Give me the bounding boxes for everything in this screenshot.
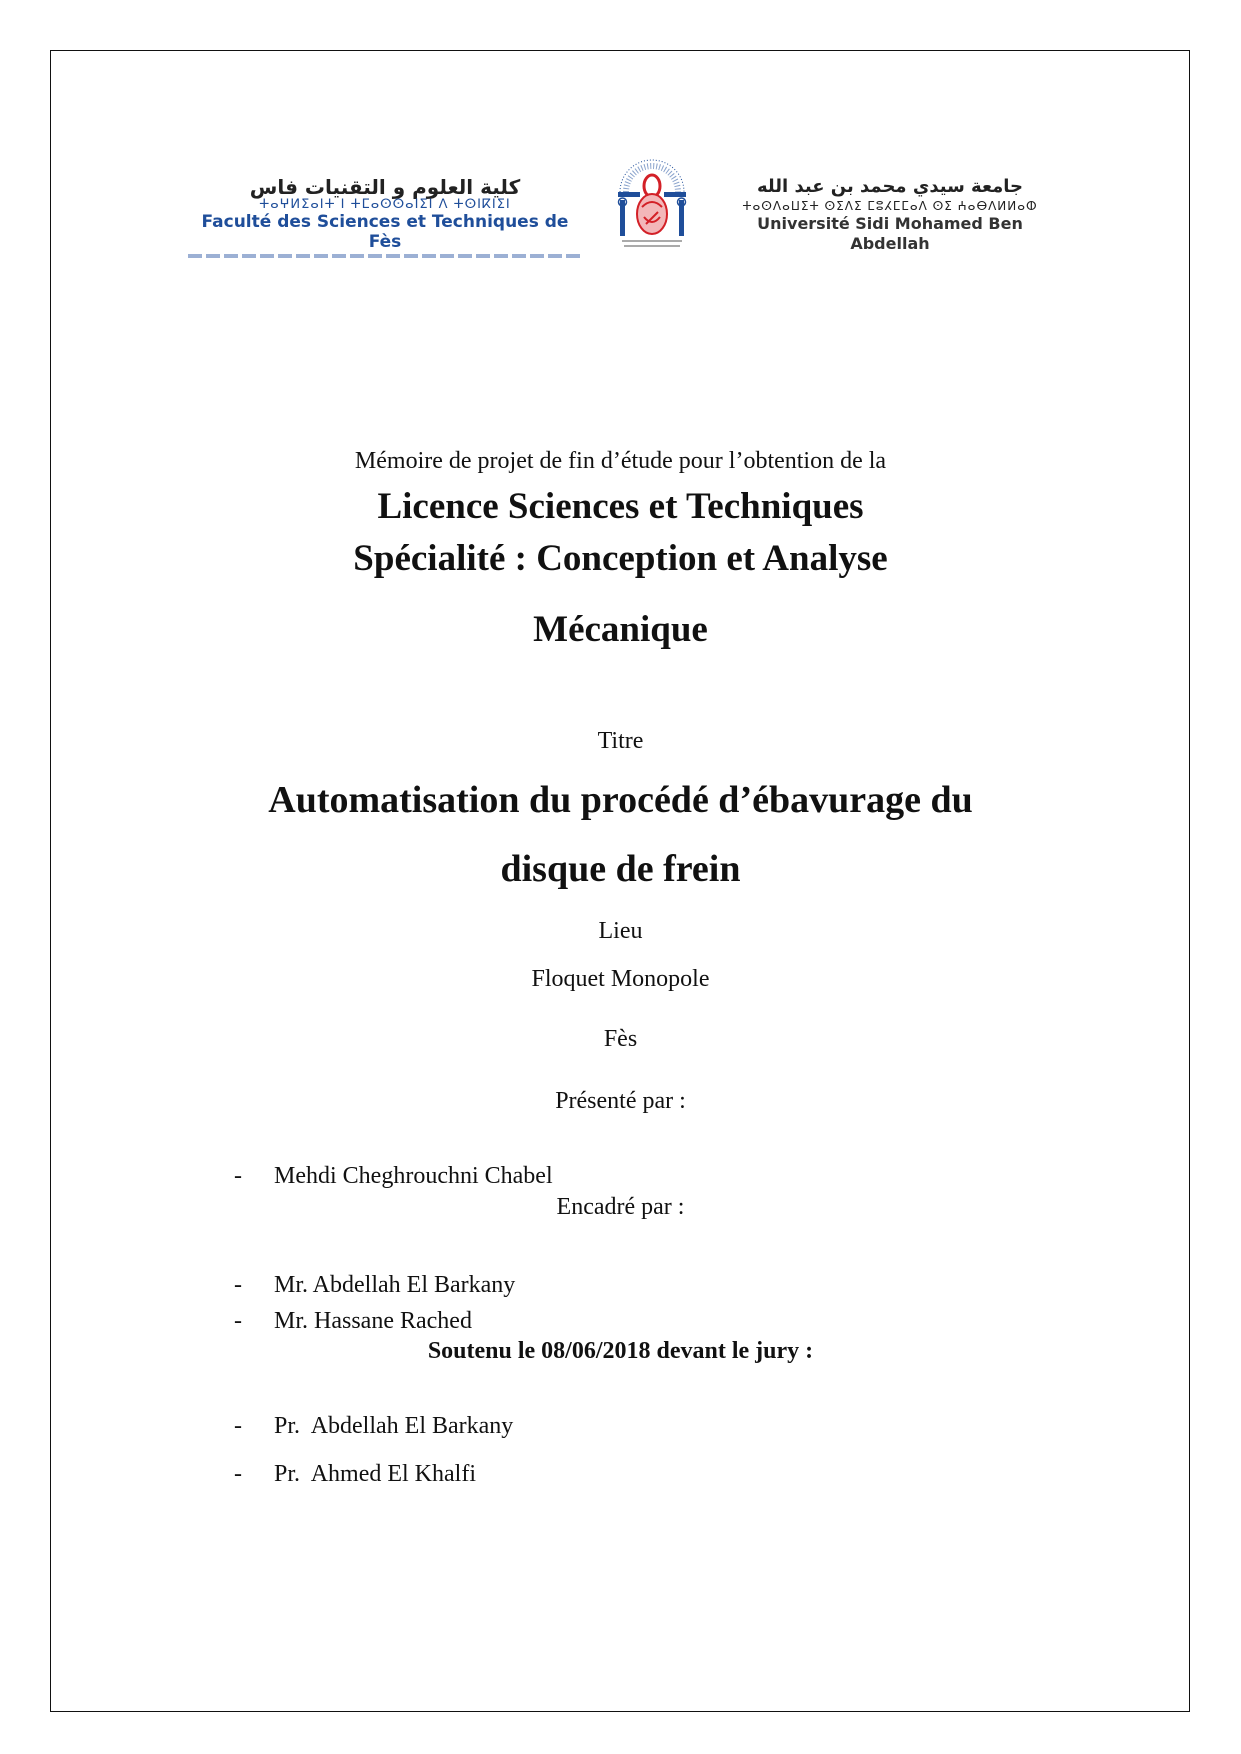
jury-member-name: Pr. Abdellah El Barkany xyxy=(274,1413,514,1439)
university-logo xyxy=(720,176,1060,254)
faculty-logo xyxy=(185,176,585,258)
university-name-tifinagh: ⵜⴰⵙⴷⴰⵡⵉⵜ ⵙⵉⴷⵉ ⵎⵓⵃⵎⵎⴰⴷ ⵙⵉ ⵄⴰⴱⴷⵍⵍⴰⵀ xyxy=(742,199,1038,213)
specialty-line-2: Mécanique xyxy=(533,609,708,650)
location-label: Lieu xyxy=(598,918,643,944)
location-city: Fès xyxy=(603,1026,638,1052)
faculty-name-arabic: كلية العلوم و التقنيات فاس xyxy=(249,175,521,199)
thesis-title-line-2: disque de frein xyxy=(500,848,741,890)
jury-list-item xyxy=(222,1386,513,1440)
bullet-dash: - xyxy=(234,1413,242,1439)
student-name: Mehdi Cheghrouchni Chabel xyxy=(274,1163,553,1189)
degree-title: Licence Sciences et Techniques xyxy=(377,486,864,527)
faculty-name-tifinagh: ⵜⴰⵖⵍⵉⴰⵏⵜ ⵏ ⵜⵎⴰⵙⵙⴰⵏⵉⵏ ⴷ ⵜⵙⵏⴽⵏⵉⵏ xyxy=(259,197,511,212)
presented-by-label: Présenté par : xyxy=(555,1088,686,1114)
defense-label: Soutenu le 08/06/2018 devant le jury : xyxy=(427,1338,814,1364)
university-name-arabic: جامعة سيدي محمد بن عبد الله xyxy=(756,176,1023,197)
intro-text: Mémoire de projet de fin d’étude pour l’obtention de la xyxy=(354,448,887,474)
faculty-name-french: Faculté des Sciences et Techniques de Fès xyxy=(201,212,569,252)
university-emblem-icon xyxy=(612,152,692,252)
specialty-line-1: Spécialité : Conception et Analyse xyxy=(353,538,888,579)
supervisor-list-item xyxy=(222,1281,472,1335)
university-name-french: Université Sidi Mohamed Ben Abdellah xyxy=(757,214,1023,253)
jury-member-name: Pr. Ahmed El Khalfi xyxy=(274,1461,476,1487)
student-list-item xyxy=(222,1136,553,1190)
location-company: Floquet Monopole xyxy=(531,966,710,992)
supervisor-name: Mr. Abdellah El Barkany xyxy=(274,1272,516,1298)
thesis-title-line-1: Automatisation du procédé d’ébavurage du xyxy=(268,779,973,821)
supervisor-name: Mr. Hassane Rached xyxy=(274,1308,472,1334)
bullet-dash: - xyxy=(234,1308,242,1334)
supervised-by-label: Encadré par : xyxy=(556,1194,685,1220)
title-label: Titre xyxy=(597,728,644,754)
faculty-logo-underline xyxy=(188,254,583,258)
jury-list-item xyxy=(222,1434,476,1488)
bullet-dash: - xyxy=(234,1461,242,1487)
bullet-dash: - xyxy=(234,1163,242,1189)
bullet-dash: - xyxy=(234,1272,242,1298)
